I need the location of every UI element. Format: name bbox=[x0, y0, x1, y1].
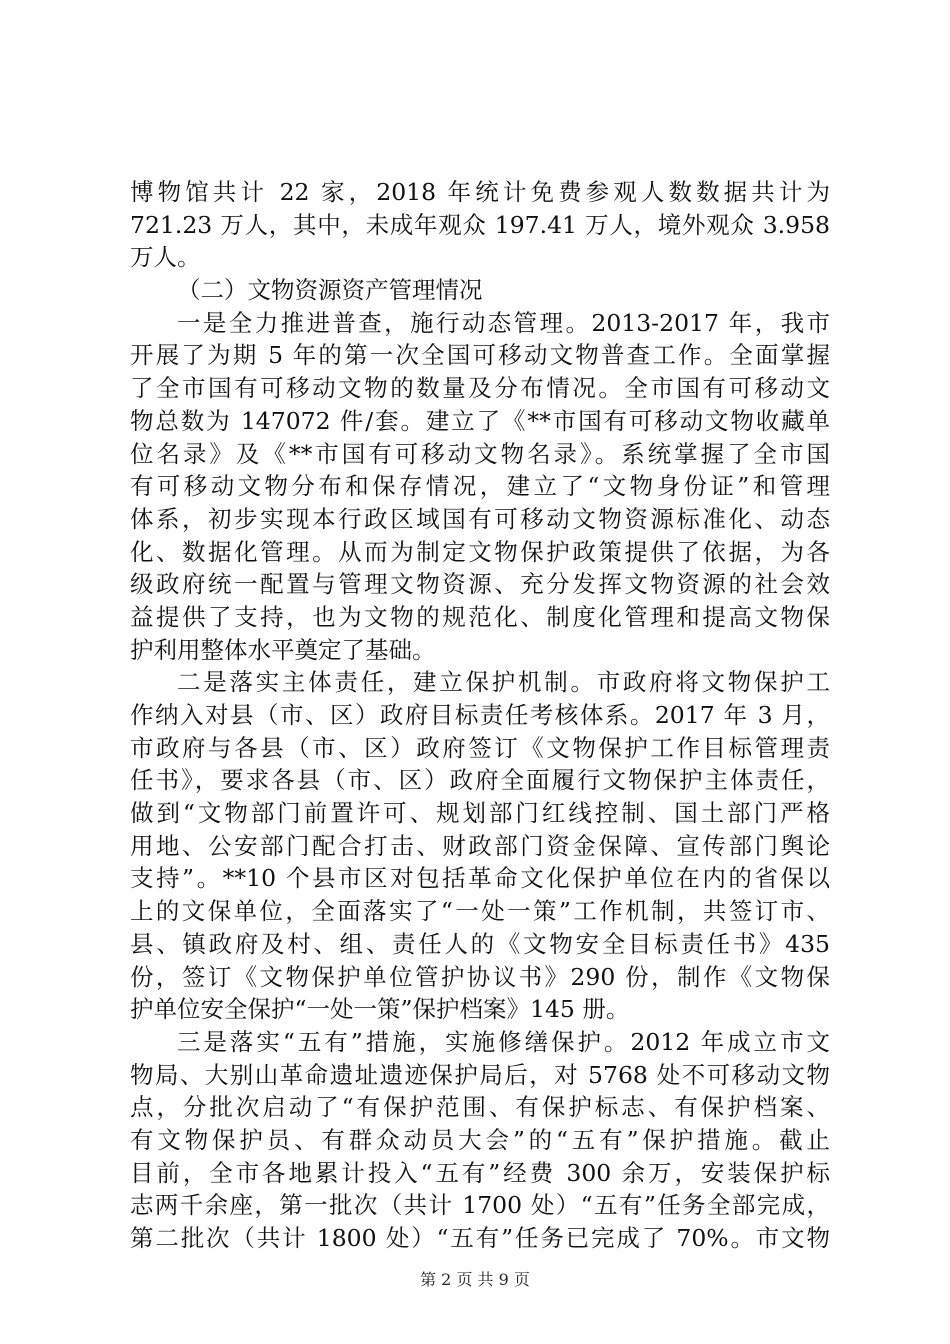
text-line: 有文物保护员、有群众动员大会”的“五有”保护措施。截止 bbox=[130, 1125, 830, 1154]
text-line: 了全市国有可移动文物的数量及分布情况。全市国有可移动文 bbox=[130, 374, 830, 403]
text-line: 体系，初步实现本行政区域国有可移动文物资源标准化、动态 bbox=[130, 504, 830, 533]
text-line: 上的文保单位，全面落实了“一处一策”工作机制，共签订市、 bbox=[130, 897, 830, 926]
text-line: 级政府统一配置与管理文物资源、充分发挥文物资源的社会效 bbox=[130, 570, 830, 599]
text-line: 化、数据化管理。从而为制定文物保护政策提供了依据，为各 bbox=[130, 537, 830, 566]
text-line: 一是全力推进普查，施行动态管理。2013-2017 年，我市 bbox=[177, 308, 830, 337]
text-line: 物局、大别山革命遗址遗迹保护局后，对 5768 处不可移动文物 bbox=[130, 1060, 830, 1089]
text-line: 有可移动文物分布和保存情况，建立了“文物身份证”和管理 bbox=[130, 472, 830, 501]
page-number-footer: 第 2 页 共 9 页 bbox=[420, 1270, 530, 1289]
text-line: 市政府与各县（市、区）政府签订《文物保护工作目标管理责 bbox=[130, 733, 830, 762]
text-line: 博物馆共计 22 家，2018 年统计免费参观人数数据共计为 bbox=[130, 178, 830, 206]
text-line: 开展了为期 5 年的第一次全国可移动文物普查工作。全面掌握 bbox=[130, 341, 830, 370]
text-line: 721.23 万人，其中，未成年观众 197.41 万人，境外观众 3.958 bbox=[130, 210, 830, 239]
text-line: 万人。 bbox=[130, 243, 201, 272]
text-line: 份，签订《文物保护单位管护协议书》290 份，制作《文物保 bbox=[130, 962, 830, 991]
text-line: 物总数为 147072 件/套。建立了《**市国有可移动文物收藏单 bbox=[130, 406, 830, 435]
text-line: 第二批次（共计 1800 处）“五有”任务已完成了 70%。市文物 bbox=[130, 1224, 830, 1252]
text-line: 点，分批次启动了“有保护范围、有保护标志、有保护档案、 bbox=[130, 1093, 830, 1122]
text-line: 用地、公安部门配合打击、财政部门资金保障、宣传部门舆论 bbox=[130, 831, 830, 860]
text-line: 县、镇政府及村、组、责任人的《文物安全目标责任书》435 bbox=[130, 929, 830, 958]
text-line: 益提供了支持，也为文物的规范化、制度化管理和提高文物保 bbox=[130, 602, 830, 631]
text-line: 护利用整体水平奠定了基础。 bbox=[130, 635, 436, 664]
text-line: 志两千余座，第一批次（共计 1700 处）“五有”任务全部完成， bbox=[130, 1191, 830, 1220]
text-line: 支持”。**10 个县市区对包括革命文化保护单位在内的省保以 bbox=[130, 864, 830, 893]
text-line: 任书》，要求各县（市、区）政府全面履行文物保护主体责任， bbox=[130, 766, 830, 795]
section-heading: （二）文物资源资产管理情况 bbox=[177, 276, 483, 305]
text-line: 二是落实主体责任，建立保护机制。市政府将文物保护工 bbox=[177, 668, 830, 697]
text-line: 目前，全市各地累计投入“五有”经费 300 余万，安装保护标 bbox=[130, 1158, 830, 1187]
text-line: 三是落实“五有”措施，实施修缮保护。2012 年成立市文 bbox=[177, 1027, 830, 1056]
text-line: 做到“文物部门前置许可、规划部门红线控制、国土部门严格 bbox=[130, 799, 830, 828]
document-body bbox=[130, 176, 830, 1255]
text-line: 位名录》及《**市国有可移动文物名录》。系统掌握了全市国 bbox=[130, 439, 830, 468]
text-line: 护单位安全保护“一处一策”保护档案》145 册。 bbox=[130, 995, 630, 1024]
text-line: 作纳入对县（市、区）政府目标责任考核体系。2017 年 3 月， bbox=[130, 701, 830, 729]
